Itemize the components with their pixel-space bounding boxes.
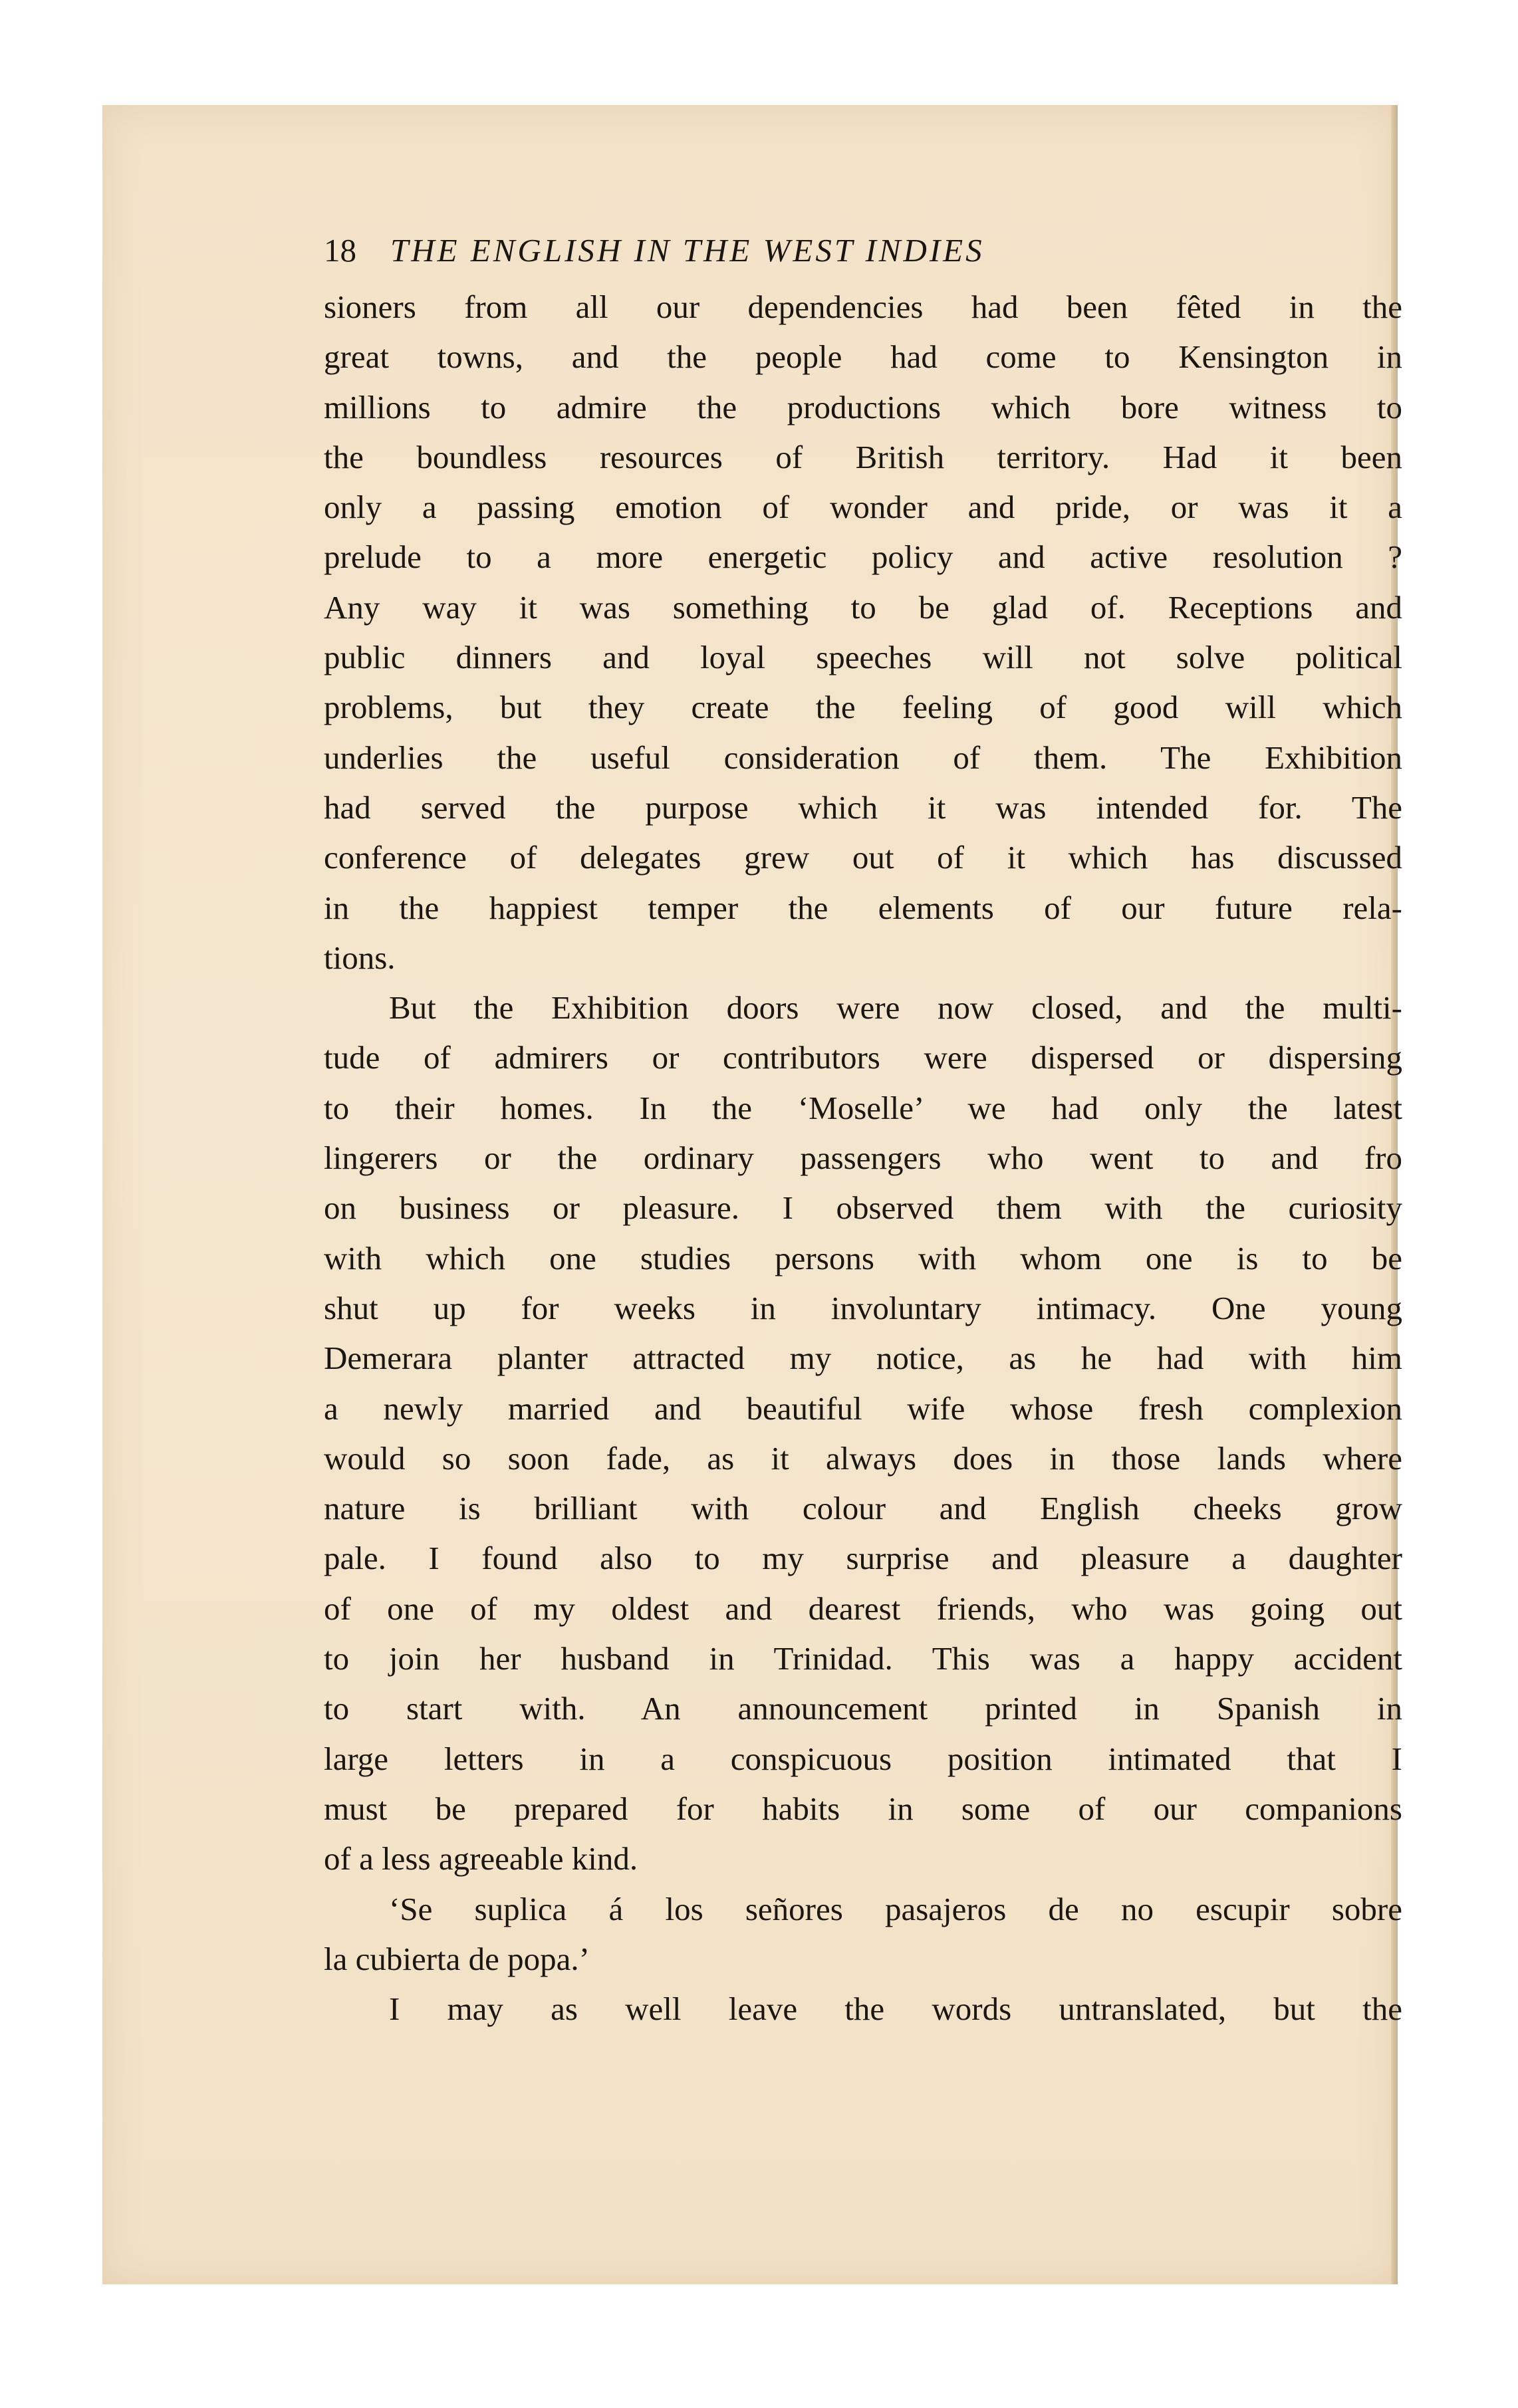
page-number: 18 <box>324 232 356 269</box>
text-line: problems, but they create the feeling of good will which <box>324 689 1402 726</box>
text-line: must be prepared for habits in some of our companions <box>324 1790 1402 1827</box>
text-line: nature is brilliant with colour and English cheeks grow <box>324 1490 1402 1527</box>
book-page <box>102 105 1402 2284</box>
text-line: a newly married and beautiful wife whose fresh complexion <box>324 1389 1402 1427</box>
text-line: tions. <box>324 939 396 976</box>
text-line: shut up for weeks in involuntary intimacy. One young <box>324 1289 1402 1326</box>
text-line: great towns, and the people had come to Kensington in <box>324 338 1402 376</box>
text-line: had served the purpose which it was intended for. The <box>324 788 1402 826</box>
text-line: I may as well leave the words untranslated, but the <box>389 1990 1402 2028</box>
text-line: public dinners and loyal speeches will not solve political <box>324 639 1402 676</box>
text-line: with which one studies persons with whom one is to be <box>324 1239 1402 1276</box>
text-line: Demerara planter attracted my notice, as he had with him <box>324 1340 1402 1377</box>
text-line: in the happiest temper the elements of our future rela- <box>324 889 1402 926</box>
text-line: millions to admire the productions which bore witness to <box>324 388 1402 425</box>
text-line: But the Exhibition doors were now closed, and the multi- <box>389 989 1402 1026</box>
running-head <box>324 231 1402 275</box>
text-block <box>324 231 1402 2034</box>
text-line: large letters in a conspicuous position intimated that I <box>324 1740 1402 1777</box>
text-line: to their homes. In the ‘Moselle’ we had only the latest <box>324 1089 1402 1126</box>
text-line: to join her husband in Trinidad. This was a happy accident <box>324 1640 1402 1677</box>
text-line: only a passing emotion of wonder and pride, or was it a <box>324 489 1402 526</box>
text-line: to start with. An announcement printed in Spanish in <box>324 1690 1402 1727</box>
text-line: of one of my oldest and dearest friends, who was going out <box>324 1590 1402 1627</box>
text-line: would so soon fade, as it always does in those lands where <box>324 1439 1402 1477</box>
text-line: on business or pleasure. I observed them with the curiosity <box>324 1189 1402 1227</box>
text-line: tude of admirers or contributors were dispersed or dispersing <box>324 1039 1402 1076</box>
text-line: prelude to a more energetic policy and active resolution ? <box>324 539 1402 576</box>
text-line: pale. I found also to my surprise and pleasure a daughter <box>324 1540 1402 1577</box>
text-line: Any way it was something to be glad of. Receptions and <box>324 588 1402 626</box>
body-text <box>324 282 1402 2034</box>
text-line: the boundless resources of British territory. Had it been <box>324 438 1402 475</box>
text-line: of a less agreeable kind. <box>324 1840 638 1877</box>
text-line: conference of delegates grew out of it which has discussed <box>324 839 1402 876</box>
text-line: lingerers or the ordinary passengers who went to and fro <box>324 1140 1402 1177</box>
running-head-title: THE ENGLISH IN THE WEST INDIES <box>390 232 985 269</box>
text-line: sioners from all our dependencies had been fêted in the <box>324 289 1402 325</box>
text-line: underlies the useful consideration of them. The Exhibition <box>324 739 1402 776</box>
text-line: la cubierta de popa.’ <box>324 1940 590 1977</box>
text-line: ‘Se suplica á los señores pasajeros de no escupir sobre <box>389 1890 1402 1927</box>
